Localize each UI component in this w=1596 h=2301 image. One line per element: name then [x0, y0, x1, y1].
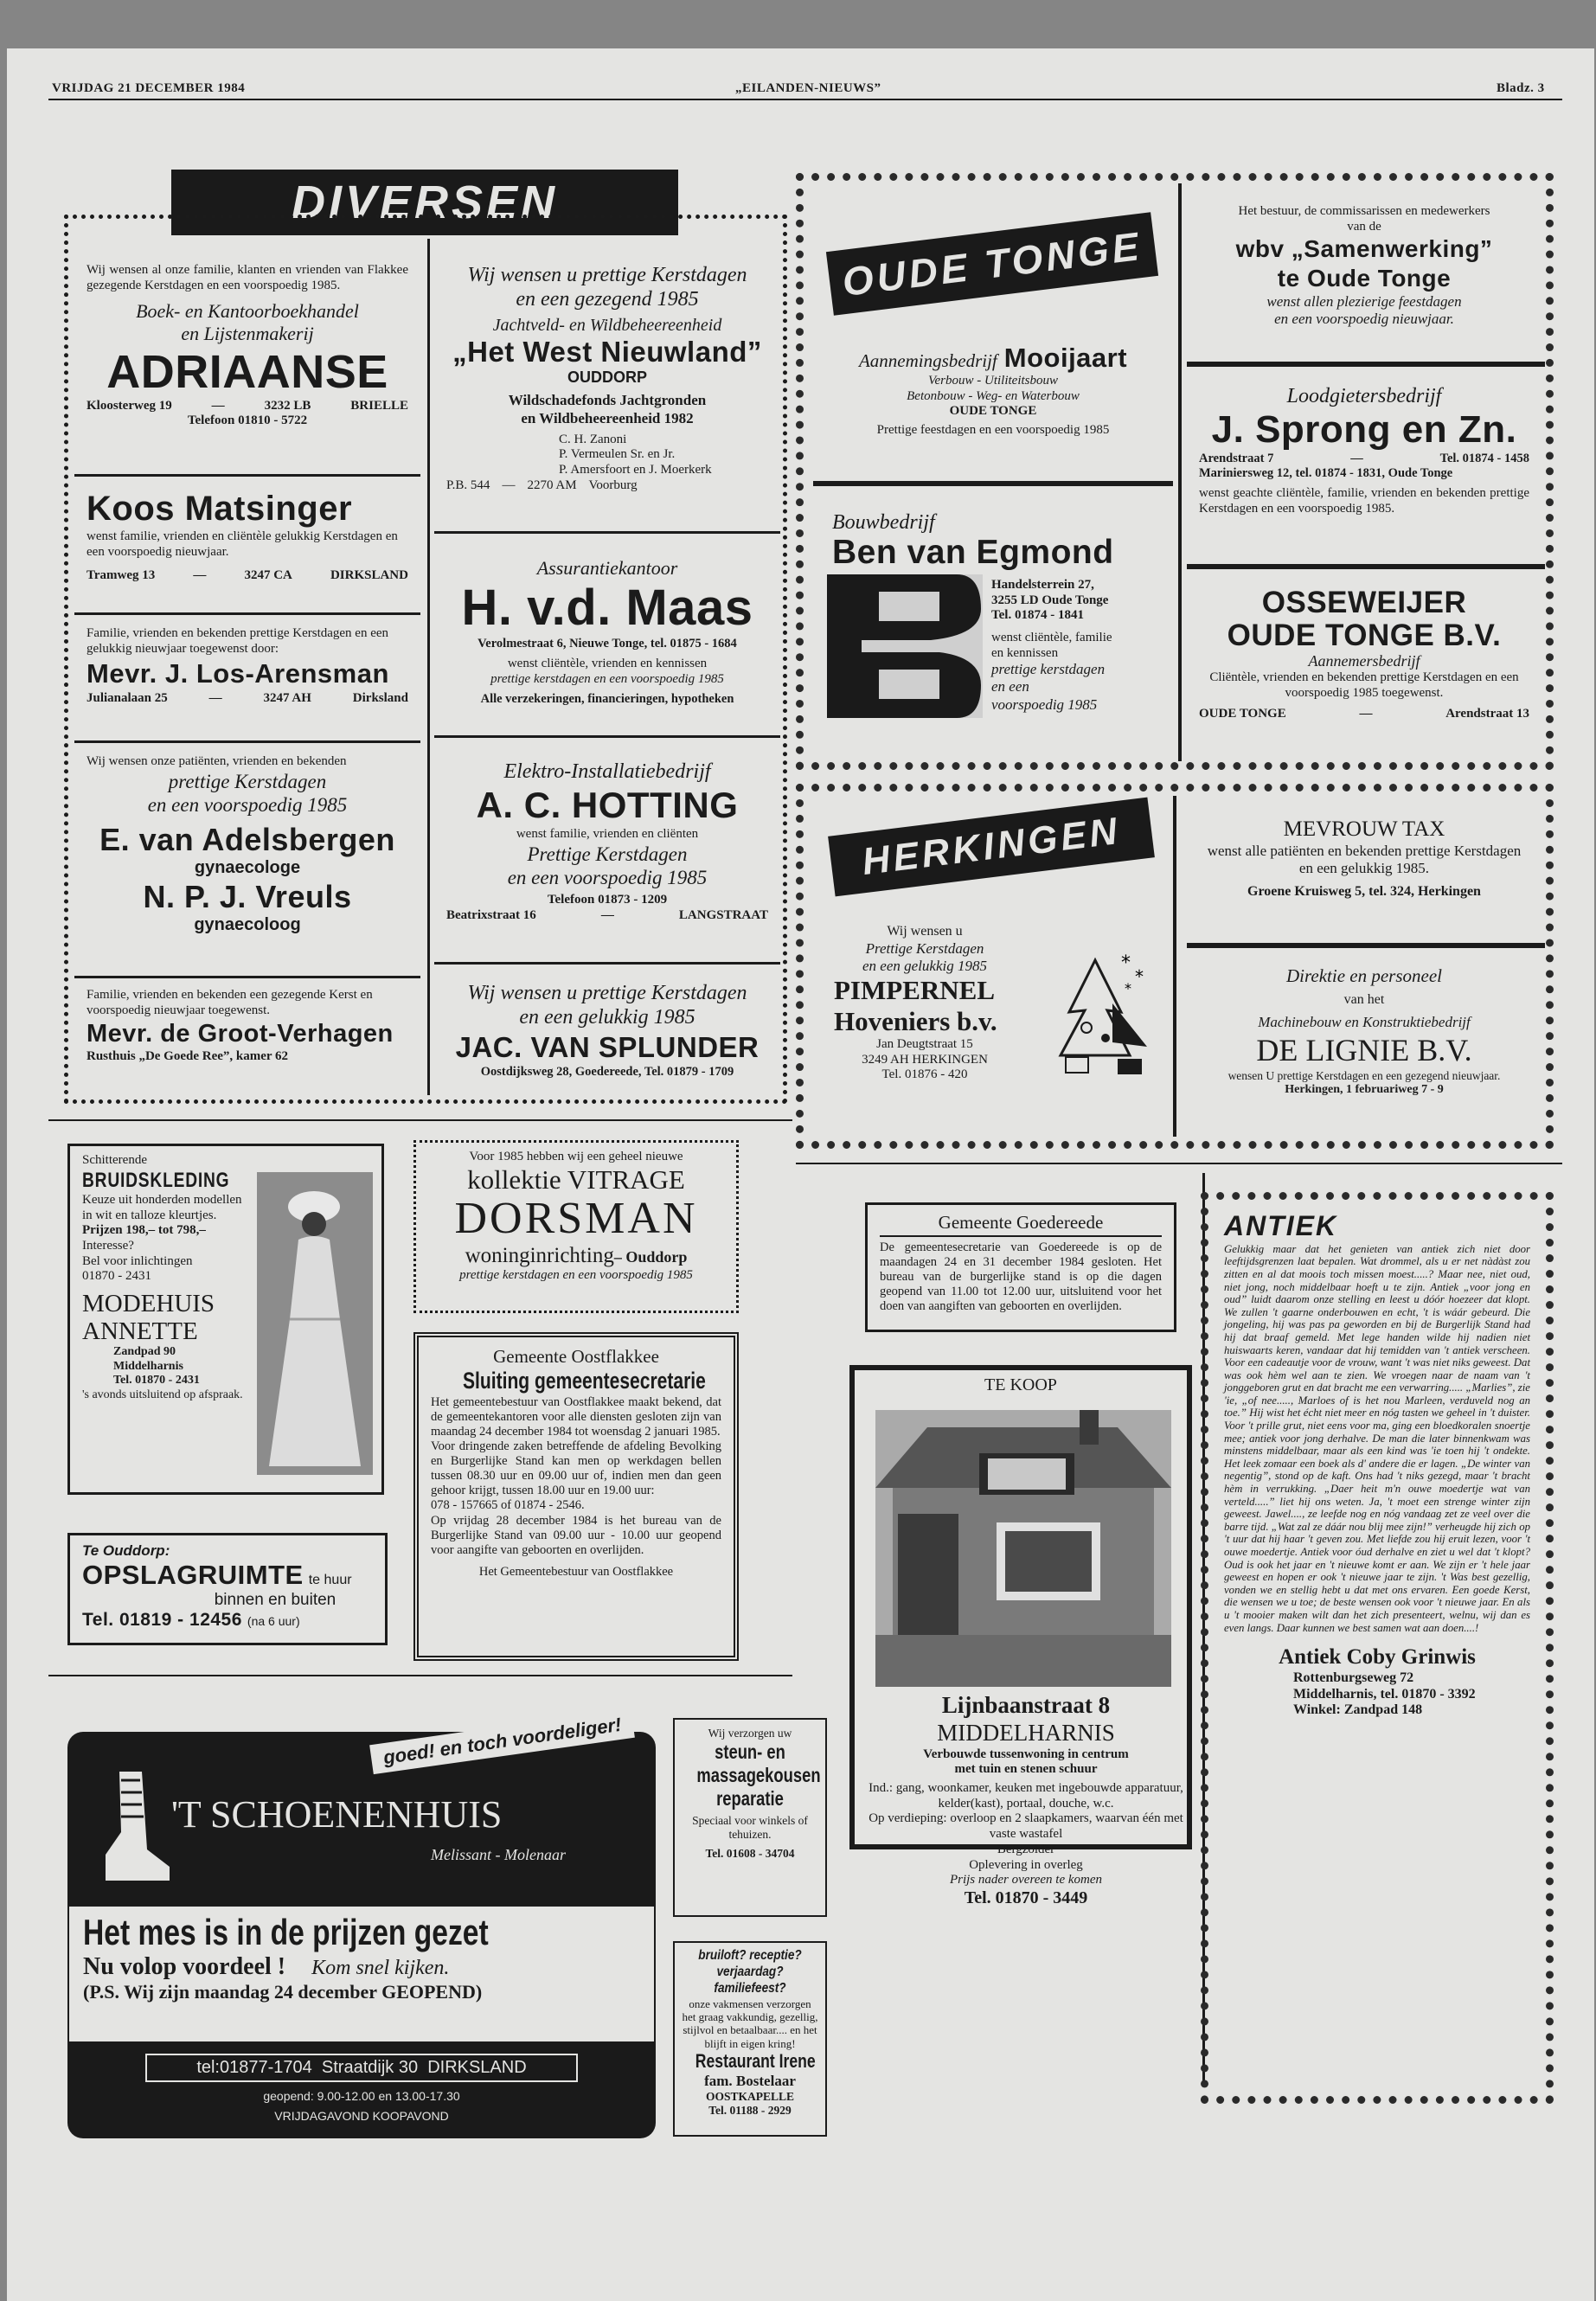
annette-addr2: Middelharnis: [113, 1359, 183, 1373]
adelsbergen-title1: gynaecologe: [194, 857, 301, 877]
maas-wish: prettige kerstdagen en een voorspoedig 1985: [490, 671, 724, 686]
ad-westnieuwland: [434, 256, 780, 521]
groot-name: Mevr. de Groot-Verhagen: [87, 1020, 394, 1048]
svg-text:*: *: [1121, 952, 1131, 974]
divider: [74, 740, 420, 743]
ad-irene: [673, 1941, 827, 2137]
adelsbergen-text: Wij wensen onze patiënten, vrienden en bekenden: [87, 754, 347, 768]
egmond-addr2: 3255 LD Oude Tonge: [991, 593, 1109, 607]
arensman-street: Julianalaan 25: [87, 691, 168, 706]
egmond-w3: voorspoedig 1985: [991, 695, 1098, 713]
schoenenhuis-street: Straatdijk 30: [321, 2058, 419, 2077]
steun-l3: Speciaal voor winkels of tehuizen.: [692, 1813, 808, 1841]
mooijaart-line: Aannemingsbedrijf: [858, 350, 997, 371]
arensman-zip: 3247 AH: [263, 691, 311, 706]
annette-addr1: Zandpad 90: [113, 1345, 176, 1359]
westnieuwland-name: „Het West Nieuwland”: [452, 336, 762, 369]
arensman-text: Familie, vrienden en bekenden prettige Kerstdagen en een gelukkig nieuwjaar toegewenst door:: [87, 626, 389, 656]
adriaanse-phone: Telefoon 01810 - 5722: [187, 413, 308, 428]
ad-groot: [74, 981, 420, 1093]
oostflakkee-head: Sluiting gemeentesecretarie: [462, 1367, 706, 1394]
hotting-text: wenst familie, vrienden en cliënten: [516, 827, 699, 842]
oostflakkee-p4: Op vrijdag 28 december 1984 is het bureau van de Burgerlijke Stand van 09.00 uur - 10.00 uur geopend voor aangifte van geboorten en overlijden.: [431, 1513, 721, 1557]
adriaanse-line1: Boek- en Kantoorboekhandel: [136, 300, 359, 323]
annette-l4: Interesse?: [82, 1239, 134, 1253]
tekoop-city: MIDDELHARNIS: [937, 1719, 1115, 1746]
tekoop-l1: Verbouwde tussenwoning in centrum: [923, 1747, 1129, 1761]
header-date: VRIJDAG 21 DECEMBER 1984: [52, 81, 246, 95]
steun-l2: steun- en massagekousen reparatie: [696, 1740, 821, 1810]
lignie-name: DE LIGNIE B.V.: [1256, 1032, 1472, 1067]
osseweijer-name1: OSSEWEIJER: [1261, 586, 1467, 619]
schoenenhuis-name: 'T SCHOENENHUIS: [171, 1793, 503, 1836]
dorsman-l3: woninginrichting: [465, 1243, 614, 1267]
egmond-t1: wenst cliëntèle, familie: [991, 631, 1112, 645]
osseweijer-dash: —: [1359, 706, 1373, 721]
matsinger-text: wenst familie, vrienden en cliëntèle gelukkig Kerstdagen en een voorspoedig nieuwjaar.: [87, 529, 398, 559]
section-rule: [48, 1675, 792, 1676]
samenwerking-name2: te Oude Tonge: [1277, 265, 1452, 292]
westnieuwland-fonds2: en Wildbeheereenheid 1982: [521, 409, 694, 426]
lignie-line3: Machinebouw en Konstruktiebedrijf: [1258, 1013, 1471, 1030]
divider: [1187, 943, 1545, 948]
osseweijer-name2: OUDE TONGE B.V.: [1227, 619, 1502, 652]
lignie-address: Herkingen, 1 februariweg 7 - 9: [1285, 1082, 1444, 1096]
westnieuwland-fonds1: Wildschadefonds Jachtgronden: [508, 392, 707, 409]
annette-l1: Schitterende: [82, 1153, 147, 1167]
dorsman-name: DORSMAN: [454, 1193, 698, 1243]
adriaanse-street: Kloosterweg 19: [87, 399, 172, 413]
section-rule: [796, 1163, 1562, 1164]
ad-antiek: [1201, 1192, 1554, 2104]
divider: [1187, 362, 1545, 367]
matsinger-city: DIRKSLAND: [330, 568, 408, 583]
header-rule: [48, 99, 1562, 100]
matsinger-street: Tramweg 13: [87, 568, 156, 583]
pimpernel-street: Jan Deugtstraat 15: [876, 1036, 973, 1051]
pimpernel-name1: PIMPERNEL: [834, 974, 995, 1005]
arensman-city: Dirksland: [352, 691, 408, 706]
divider: [74, 612, 420, 615]
bride-photo: [257, 1172, 373, 1475]
maas-address: Verolmestraat 6, Nieuwe Tonge, tel. 01875 - 1684: [478, 636, 737, 651]
schoenenhuis-l3: (P.S. Wij zijn maandag 24 december GEOPEND): [83, 1981, 483, 2003]
ad-steun: [673, 1718, 827, 1917]
sprong-line: Loodgietersbedrijf: [1286, 385, 1442, 407]
schoenenhuis-l1: Nu volop voordeel !: [83, 1953, 286, 1980]
irene-q2: verjaardag? familiefeest?: [714, 1964, 786, 1996]
christmas-tree-icon: [1035, 952, 1156, 1081]
sprong-name: J. Sprong en Zn.: [1211, 408, 1517, 452]
schoenenhuis-city: DIRKSLAND: [427, 2058, 527, 2077]
schoenenhuis-footer: [67, 2041, 656, 2138]
westnieuwland-zip: 2270 AM: [527, 478, 577, 492]
antiek-text: Gelukkig maar dat het genieten van antiek zich niet door leeftijdsgrenzen laat bepalen. Wat drommel, als u er net nàdàst zou zitten en al dat moois toch missen moest.....? Maar nee, niet oud, niet jong, noch middelbaar hoeft u te zijn. Antiek „voor jong en oud” luidt daarom onze stelling en leest u dóór hoezeer dat klopt. We zullen 't gaarne onderbouwen en echt, 't is wáár gebeurd. Die jongeling, hij was pas pa geworden en bij de Burgerlijk Stand had hij dat braaf gemeld. Met lege handen wilde hij nadien niet huiswaarts keren, vandaar dat hij temidden van 't antiek verscheen. Voor een cadeautje voor de vrouw, want 't was niet niks geweest. Dat was ook hèm wel aan te zien. We vroegen naar de naam van 't jonggeboren grut en dat bracht me een verwarring..... „Marlies”, zie 'ie, „of nee....., Marloes of is het nou Marleen, verduveld nog an toe.” Hij wist het écht niet meer en nóg tasten we geheel in 't duister. Voor 't prille grut, niet eens voor ma, ging een bloedkoralen snoertje mee; antiek voor jong derhalve. De man die later binnenkwam was minstens middelbaar, maar als een kind was 'ie toen hij 't ondekte. Het leek zomaar een boek als d' andere die er lagen. „De winter van negentig”, stond op de kaft. Ons had 't niks gezegd, maar 't bracht hèm in verrukking. „Daer heit m'n ouwe moedertje wat van verteld.....” liet hij ons weten. Ja, 't moet een strenge winter zijn geweest. Jawel...., ze leefde nog en nóg vandaag zet ze veel over die barre tijd. „Wat zal ze dáár nou blij mee zijn!” verheugde hij zich op 't uur dat hij haar 't geven zou. Met liefde zou hij eruit lezen, voor 't ouwe moedertje. Antiek voor óud derhalve en ziet u wel dat 't klopt? Oud is ook het jaar en 't nieuwe komt er aan. We zijn er 't hele jaar geweest en hopen er ook 't nieuwe jaar te zijn. 't Was best gezellig, vonden we en stellig hebt u dat met ons ervaren. Een goede Kerst, die wensen we u toe; de beste wensen ook voor 't nieuwe jaar. En als u 't mooier maken wilt dan het zich presenteert, welnu, wij dan es even langs. Daar kunnen we best samen wat aan doen....!: [1224, 1242, 1530, 1634]
adriaanse-line2: en Lijstenmakerij: [181, 323, 314, 345]
annette-l3: Keuze uit honderden modellen in wit en talloze kleurtjes.: [82, 1193, 242, 1222]
opslag-loc: Te Ouddorp:: [82, 1542, 170, 1559]
ad-adelsbergen: [74, 747, 420, 964]
opslag-rent: te huur: [308, 1573, 352, 1588]
hotting-phone: Telefoon 01873 - 1209: [547, 893, 668, 907]
goedereede-title: Gemeente Goedereede: [880, 1212, 1162, 1237]
westnieuwland-wish1: Wij wensen u prettige Kerstdagen: [467, 264, 747, 286]
pimpernel-name2: Hoveniers b.v.: [834, 1005, 997, 1036]
maas-text: wenst cliëntèle, vrienden en kennissen: [507, 657, 708, 671]
steun-l1: Wij verzorgen uw: [708, 1727, 792, 1740]
hotting-name: A. C. HOTTING: [476, 785, 739, 826]
oostflakkee-p1: Het gemeentebestuur van Oostflakkee maakt bekend, dat de gemeentekantoren voor alle diensten gesloten zijn van maandag 24 december 1984 tot woensdag 2 januari 1985.: [431, 1394, 721, 1439]
matsinger-dash: —: [193, 568, 207, 583]
adriaanse-intro: Wij wensen al onze familie, klanten en vrienden van Flakkee gezegende Kerstdagen en een voorspoedig 1985.: [87, 263, 408, 292]
mooijaart-wish: Prettige feestdagen en een voorspoedig 1985: [876, 423, 1110, 438]
divider: [74, 474, 420, 477]
tax-name: MEVROUW TAX: [1283, 817, 1445, 841]
ad-goedereede: [865, 1202, 1176, 1332]
tekoop-l4: Op verdieping: overloop en 2 slaapkamers, waarvan één met vaste wastafel: [869, 1811, 1183, 1842]
osseweijer-place: OUDE TONGE: [1199, 706, 1286, 721]
oostflakkee-p3: 078 - 157665 of 01874 - 2546.: [431, 1498, 585, 1513]
adelsbergen-wish1: prettige Kerstdagen: [168, 770, 327, 792]
divider: [434, 962, 780, 965]
adriaanse-dash: —: [211, 399, 225, 413]
divider: [813, 481, 1173, 486]
ad-opslag: [67, 1533, 388, 1645]
osseweijer-text: Cliëntèle, vrienden en bekenden prettige Kerstdagen en een voorspoedig 1985 toegewenst.: [1209, 670, 1519, 700]
ad-arensman: [74, 619, 420, 732]
adelsbergen-name1: E. van Adelsbergen: [99, 821, 395, 857]
sprong-phone: Tel. 01874 - 1458: [1439, 452, 1529, 466]
egmond-t2: en kennissen: [991, 645, 1059, 660]
opslag-where: binnen en buiten: [214, 1591, 337, 1610]
ad-osseweijer: [1187, 580, 1542, 753]
egmond-name: Ben van Egmond: [832, 534, 1114, 572]
sprong-dash: —: [1350, 452, 1363, 466]
maas-line: Assurantiekantoor: [536, 557, 678, 579]
samenwerking-text1: Het bestuur, de commissarissen en medewerkers: [1238, 204, 1490, 218]
irene-fam: fam. Bostelaar: [704, 2072, 796, 2089]
antiek-addr1: Rottenburgseweg 72: [1293, 1670, 1414, 1685]
annette-phone: 01870 - 2431: [82, 1269, 151, 1284]
divider: [74, 976, 420, 978]
ad-schoenenhuis: [67, 1713, 656, 2061]
steun-tel: Tel. 01608 - 34704: [705, 1846, 795, 1860]
matsinger-zip: 3247 CA: [244, 568, 292, 583]
irene-name: Restaurant Irene: [695, 2049, 816, 2072]
splunder-wish1: Wij wensen u prettige Kerstdagen: [467, 982, 747, 1004]
hotting-town: LANGSTRAAT: [678, 907, 768, 922]
schoenenhuis-slogan: goed! en toch voordeliger!: [369, 1708, 635, 1774]
ad-dorsman: [413, 1140, 739, 1313]
egmond-tel: Tel. 01874 - 1841: [991, 608, 1084, 623]
ad-tax: [1187, 810, 1542, 922]
tekoop-tel: Tel. 01870 - 3449: [964, 1888, 1088, 1907]
egmond-line: Bouwbedrijf: [832, 511, 935, 534]
mooijaart-name: Mooijaart: [1003, 343, 1128, 373]
egmond-logo: [827, 574, 983, 718]
schoenenhuis-head: Het mes is in de prijzen gezet: [83, 1912, 489, 1952]
tekoop-title: TE KOOP: [984, 1375, 1057, 1394]
westnieuwland-p3: P. Amersfoort en J. Moerkerk: [559, 462, 712, 477]
hotting-line: Elektro-Installatiebedrijf: [503, 760, 711, 783]
mooijaart-place: OUDE TONGE: [949, 404, 1037, 419]
ad-oostflakkee: [413, 1332, 739, 1661]
opslag-name: OPSLAGRUIMTE: [82, 1560, 304, 1591]
pimpernel-w3: en een gelukkig 1985: [862, 957, 987, 974]
boot-icon: [102, 1772, 171, 1884]
annette-eve: 's avonds uitsluitend op afspraak.: [82, 1388, 243, 1401]
oostflakkee-sign: Het Gemeentebestuur van Oostflakkee: [478, 1564, 674, 1579]
annette-price: Prijzen 198,– tot 798,–: [82, 1223, 206, 1238]
dorsman-place: – Ouddorp: [613, 1247, 688, 1266]
lignie-line2: van het: [1343, 991, 1385, 1007]
tekoop-l5: Bergzolder: [997, 1842, 1055, 1856]
maas-name: H. v.d. Maas: [461, 579, 753, 636]
schoenenhuis-hours: geopend: 9.00-12.00 en 13.00-17.30: [263, 2089, 460, 2103]
adriaanse-name: ADRIAANSE: [106, 346, 388, 399]
lignie-line1: Direktie en personeel: [1286, 965, 1442, 986]
schoenenhuis-tel: tel:01877-1704: [196, 2058, 312, 2077]
hotting-dash: —: [600, 907, 614, 922]
mooijaart-sub2: Betonbouw - Weg- en Waterbouw: [907, 388, 1080, 403]
groot-address: Rusthuis „De Goede Ree”, kamer 62: [87, 1049, 289, 1064]
annette-name1: MODEHUIS: [82, 1290, 215, 1318]
egmond-w1: prettige kerstdagen: [991, 661, 1106, 678]
tax-address: Groene Kruisweg 5, tel. 324, Herkingen: [1247, 883, 1481, 899]
divider: [434, 735, 780, 738]
divider: [434, 531, 780, 534]
westnieuwland-wish2: en een gezegend 1985: [516, 288, 699, 311]
pimpernel-zip: 3249 AH: [862, 1052, 909, 1067]
westnieuwland-line: Jachtveld- en Wildbeheereenheid: [492, 315, 722, 335]
antiek-addr2: Middelharnis, tel. 01870 - 3392: [1293, 1686, 1476, 1702]
adelsbergen-wish2: en een voorspoedig 1985: [147, 793, 348, 816]
schoenenhuis-eve: VRIJDAGAVOND KOOPAVOND: [274, 2108, 449, 2123]
diversen-banner: DIVERSEN: [171, 170, 678, 235]
irene-place: OOSTKAPELLE: [705, 2089, 795, 2103]
annette-l5: Bel voor inlichtingen: [82, 1253, 193, 1268]
splunder-name: JAC. VAN SPLUNDER: [455, 1030, 760, 1063]
adriaanse-city: BRIELLE: [350, 399, 408, 413]
osseweijer-line: Aannemersbedrijf: [1308, 652, 1420, 670]
hotting-wish2: en een voorspoedig 1985: [507, 867, 708, 889]
sprong-street: Arendstraat 7: [1199, 452, 1274, 466]
header-page: Bladz. 3: [1497, 81, 1545, 95]
ad-tekoop: [849, 1365, 1192, 1907]
adriaanse-zip: 3232 LB: [264, 399, 311, 413]
pimpernel-tel: Tel. 01876 - 420: [881, 1067, 968, 1082]
antiek-shop: Winkel: Zandpad 148: [1293, 1702, 1423, 1718]
oudetonge-banner: OUDE TONGE: [826, 212, 1158, 316]
header-paper: „EILANDEN-NIEUWS”: [735, 81, 881, 95]
arensman-name: Mevr. J. Los-Arensman: [87, 658, 389, 689]
dorsman-l1: Voor 1985 hebben wij een geheel nieuwe: [469, 1150, 683, 1163]
schoenenhuis-place: Melissant - Molenaar: [431, 1846, 566, 1863]
tekoop-l7: Prijs nader overeen te komen: [949, 1873, 1103, 1888]
ad-adriaanse: [74, 256, 420, 472]
schoenenhuis-l2: Kom snel kijken.: [311, 1957, 450, 1979]
antiek-title: ANTIEK: [1224, 1210, 1338, 1241]
hotting-street: Beatrixstraat 16: [446, 907, 536, 922]
egmond-w2: en een: [991, 678, 1029, 695]
splunder-address: Oostdijksweg 28, Goedereede, Tel. 01879 - 1709: [480, 1064, 734, 1079]
matsinger-name: Koos Matsinger: [87, 490, 353, 528]
splunder-wish2: en een gelukkig 1985: [519, 1006, 695, 1029]
goedereede-text: De gemeentesecretarie van Goedereede is op de maandagen 24 en 31 december 1984 gesloten. Het bureau van de burgerlijke stand is op die dagen geopend van 11.00 tot 12.00 uur, uitsluitend voor het doen van aangiften van geboorten en overlijden.: [880, 1240, 1162, 1314]
tekoop-l3: Ind.: gang, woonkamer, keuken met ingebouwde apparatuur, kelder(kast), portaal, douche, w.c.: [869, 1781, 1183, 1811]
sprong-text: wenst geachte cliëntèle, familie, vrienden en bekenden prettige Kerstdagen en een voorspoedig 1985.: [1199, 486, 1529, 516]
ad-mooijaart: [820, 336, 1166, 474]
column-divider: [427, 239, 430, 1095]
egmond-addr1: Handelsterrein 27,: [991, 578, 1094, 592]
pimpernel-w1: Wij wensen u: [887, 924, 963, 939]
dorsman-l2: kollektie VITRAGE: [467, 1163, 685, 1195]
ad-maas: [434, 550, 780, 723]
svg-text:*: *: [1125, 980, 1131, 997]
samenwerking-name1: wbv „Samenwerking”: [1235, 235, 1493, 263]
mooijaart-sub1: Verbouw - Utiliteitsbouw: [928, 374, 1058, 388]
opslag-note: (na 6 uur): [247, 1614, 300, 1629]
westnieuwland-place: OUDDORP: [567, 369, 647, 387]
oostflakkee-p2: Voor dringende zaken betreffende de afdeling Bevolking en Burgerlijke Stand kan men op werkdagen bellen tussen 08.30 uur en 09.00 uur of, indien men dan geen gehoor krijgt, tussen 18.00 uur en 19.00 uur:: [431, 1439, 721, 1498]
samenwerking-wish2: en een voorspoedig nieuwjaar.: [1274, 311, 1454, 328]
ad-hotting: [434, 753, 780, 943]
oostflakkee-title: Gemeente Oostflakkee: [493, 1346, 659, 1367]
divider: [1187, 564, 1545, 569]
ad-annette: [67, 1144, 384, 1495]
column-divider: [1173, 796, 1176, 1137]
ad-splunder: [434, 974, 780, 1095]
irene-tel: Tel. 01188 - 2929: [708, 2103, 792, 2117]
westnieuwland-p2: P. Vermeulen Sr. en Jr.: [559, 447, 676, 462]
ad-lignie: [1187, 958, 1542, 1131]
adelsbergen-name2: N. P. J. Vreuls: [143, 878, 352, 914]
groot-text: Familie, vrienden en bekenden een gezegende Kerst en voorspoedig nieuwjaar toegewenst.: [87, 988, 373, 1017]
ad-sprong: [1187, 377, 1542, 550]
annette-name2: ANNETTE: [82, 1317, 198, 1346]
arensman-dash: —: [208, 691, 222, 706]
samenwerking-wish1: wenst allen plezierige feestdagen: [1266, 293, 1462, 311]
hotting-wish1: Prettige Kerstdagen: [527, 843, 688, 865]
tax-text: wenst alle patiënten en bekenden prettige Kerstdagen en een gelukkig 1985.: [1207, 842, 1522, 876]
samenwerking-text2: van de: [1347, 219, 1381, 234]
tekoop-l6: Oplevering in overleg: [969, 1857, 1083, 1872]
house-photo: [875, 1410, 1171, 1687]
westnieuwland-pb: P.B. 544: [446, 478, 490, 492]
pimpernel-w2: Prettige Kerstdagen: [865, 939, 984, 957]
irene-text: onze vakmensen verzorgen het graag vakkundig, gezellig, stijlvol en betaalbaar.... en het blijft in eigen kring!: [682, 1997, 818, 2050]
lignie-wish: wensen U prettige Kerstdagen en een gezegend nieuwjaar.: [1227, 1068, 1501, 1082]
adelsbergen-title2: gynaecoloog: [194, 914, 301, 934]
westnieuwland-p1: C. H. Zanoni: [559, 432, 627, 446]
irene-q1: bruiloft? receptie?: [698, 1948, 802, 1963]
column-divider: [1178, 183, 1182, 761]
dorsman-wish: prettige kerstdagen en een voorspoedig 1985: [459, 1268, 693, 1283]
annette-l2: BRUIDSKLEDING: [82, 1168, 230, 1192]
ad-pimpernel: [822, 917, 1164, 1133]
antiek-name: Antiek Coby Grinwis: [1279, 1645, 1476, 1670]
tekoop-l2: met tuin en stenen schuur: [954, 1762, 1098, 1777]
annette-tel: Tel. 01870 - 2431: [113, 1374, 200, 1388]
westnieuwland-dash: —: [502, 478, 516, 492]
ad-samenwerking: [1187, 197, 1542, 353]
opslag-tel: Tel. 01819 - 12456: [82, 1610, 242, 1631]
herkingen-banner: HERKINGEN: [828, 798, 1155, 897]
sprong-second: Mariniersweg 12, tel. 01874 - 1831, Oude Tonge: [1199, 466, 1453, 481]
westnieuwland-city: Voorburg: [588, 478, 638, 492]
ad-egmond: [820, 503, 1171, 751]
ad-matsinger: [74, 481, 420, 602]
section-rule: [48, 1119, 792, 1121]
maas-services: Alle verzekeringen, financieringen, hypotheken: [480, 692, 734, 707]
osseweijer-street: Arendstraat 13: [1445, 706, 1529, 721]
svg-text:*: *: [1135, 966, 1144, 987]
pimpernel-city: HERKINGEN: [912, 1052, 988, 1067]
tekoop-street: Lijnbaanstraat 8: [941, 1692, 1111, 1718]
